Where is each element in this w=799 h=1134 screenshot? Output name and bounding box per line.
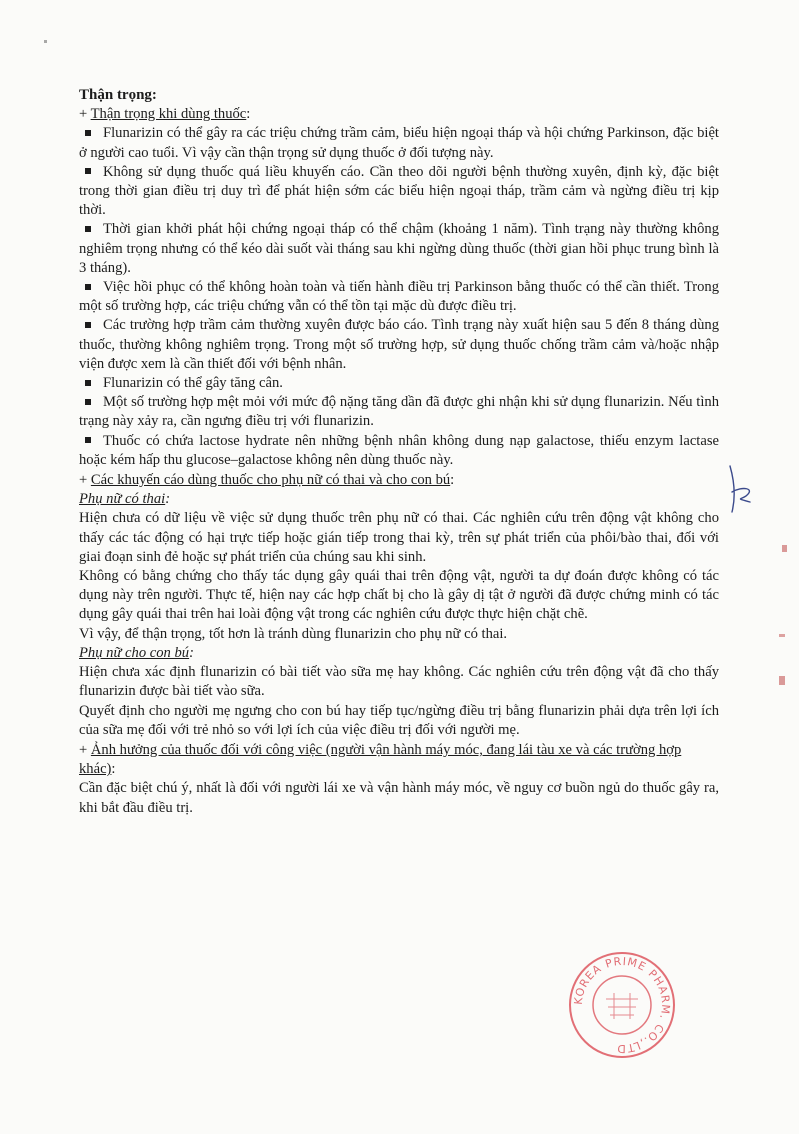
square-bullet-icon (85, 322, 91, 328)
pregnancy-nursing-title (79, 471, 719, 490)
bullet-text: Thuốc có chứa lactose hydrate nên những bệnh nhân không dung nạp galactose, thiếu enzym lactase hoặc kém hấp thu glucose–galactose không nên dùng thuốc này. (79, 432, 719, 468)
paragraph: Hiện chưa có dữ liệu về việc sử dụng thuốc trên phụ nữ có thai. Các nghiên cứu trên động vật không cho thấy các tác động có hại trực tiếp hoặc gián tiếp trong thai kỳ, trên sự phát triển của phôi/bào thai, đối với giai đoạn sinh đẻ hoặc sự phát triển của chúng sau khi sinh. (79, 510, 719, 565)
pregnancy-nursing-section (79, 471, 719, 740)
bullet-item (79, 393, 719, 431)
bullet-item (79, 316, 719, 374)
square-bullet-icon (85, 226, 91, 232)
nursing-title: Phụ nữ cho con bú (79, 644, 190, 661)
scan-mark (782, 545, 787, 552)
paragraph: Không có bằng chứng cho thấy tác dụng gây quái thai trên động vật, người ta dự đoán được không có tác dụng này trên người. Thực tế, hiện nay các hợp chất bị cho là gây dị tật ở người đã được chứng minh có tác dụng gây quái thai trên hai loài động vật trong các nghiên cứu được thực hiện chặt chẽ. (79, 568, 719, 623)
colon: : (165, 491, 171, 508)
square-bullet-icon (85, 284, 91, 290)
colon: : (111, 761, 116, 778)
bullet-text: Không sử dụng thuốc quá liều khuyến cáo. Cần theo dõi người bệnh thường xuyên, định kỳ, đặc biệt trong thời gian điều trị duy trì để phát hiện sớm các biểu hiện ngoại tháp, trầm cảm và ngừng điều trị kịp thời. (79, 163, 719, 219)
stamp-text: KOREA PRIME PHARM. CO.,LTD (571, 954, 673, 1056)
bullet-text: Flunarizin có thể gây ra các triệu chứng trầm cảm, biểu hiện ngoại tháp và hội chứng Parkinson, đặc biệt ở người cao tuổi. Vì vậy cần thận trọng sử dụng thuốc ở đối tượng này. (79, 125, 719, 161)
square-bullet-icon (85, 437, 91, 443)
bullet-text: Thời gian khởi phát hội chứng ngoại tháp có thể chậm (khoảng 1 năm). Tình trạng này thường không nghiêm trọng nhưng có thể kéo dài suốt vài tháng sau khi ngừng dùng thuốc (thời gian hồi phục trung bình là 3 tháng). (79, 221, 719, 276)
handwritten-initial-icon (716, 462, 766, 532)
pregnancy-nursing-label: Các khuyến cáo dùng thuốc cho phụ nữ có thai và cho con bú (90, 472, 451, 489)
paragraph: Cần đặc biệt chú ý, nhất là đối với người lái xe và vận hành máy móc, về nguy cơ buồn ngủ do thuốc gây ra, khi bắt đầu điều trị. (79, 780, 719, 816)
bullet-item (79, 432, 719, 470)
bullet-text: Các trường hợp trầm cảm thường xuyên được báo cáo. Tình trạng này xuất hiện sau 5 đến 8 tháng dùng thuốc, thường không nghiêm trọng. Trong một số trường hợp, sử dụng thuốc chống trầm cảm và/hoặc nhập viện được xem là cần thiết đối với bệnh nhân. (79, 317, 719, 372)
colon: : (450, 472, 455, 489)
bullet-text: Flunarizin có thể gây tăng cân. (103, 375, 283, 392)
precautions-section (79, 105, 719, 470)
paragraph: Quyết định cho người mẹ ngưng cho con bú hay tiếp tục/ngừng điều trị bằng flunarizin phải dựa trên lợi ích của sữa mẹ đối với trẻ nhỏ so với lợi ích của việc điều trị đối với người mẹ. (79, 702, 719, 738)
paragraph: Hiện chưa xác định flunarizin có bài tiết vào sữa mẹ hay không. Các nghiên cứu trên động vật đã cho thấy flunarizin được bài tiết vào sữa. (79, 664, 719, 700)
plus-prefix: + (79, 472, 91, 489)
svg-text:KOREA PRIME PHARM. CO.,LTD (572, 955, 672, 1055)
plus-prefix: + (79, 106, 91, 123)
driving-section (79, 741, 719, 818)
scan-mark (44, 40, 47, 43)
nursing-subheading (79, 644, 719, 663)
square-bullet-icon (85, 380, 91, 386)
square-bullet-icon (85, 399, 91, 405)
pregnant-subheading (79, 490, 719, 509)
section-heading: Thận trọng: (79, 87, 157, 103)
company-stamp-icon (566, 949, 678, 1061)
driving-title (79, 741, 719, 779)
square-bullet-icon (85, 168, 91, 174)
scan-mark (779, 634, 785, 637)
square-bullet-icon (85, 130, 91, 136)
pregnant-title: Phụ nữ có thai (79, 491, 166, 508)
scan-mark (779, 676, 785, 685)
colon: : (189, 644, 194, 661)
precautions-title (79, 105, 719, 124)
bullet-text: Việc hồi phục có thể không hoàn toàn và tiến hành điều trị Parkinson bằng thuốc có thể cần thiết. Trong một số trường hợp, các triệu chứng vẫn có thể tồn tại mặc dù được điều trị. (79, 279, 719, 315)
precautions-label: Thận trọng khi dùng thuốc (90, 106, 247, 123)
bullet-item (79, 124, 719, 162)
bullet-text: Một số trường hợp mệt mỏi với mức độ nặng tăng dần đã được ghi nhận khi sử dụng flunarizin. Nếu tình trạng này xảy ra, cần ngưng điều trị với flunarizin. (79, 394, 719, 430)
driving-label: Ảnh hưởng của thuốc đối với công việc (người vận hành máy móc, đang lái tàu xe và các trường hợp khác) (79, 741, 682, 778)
bullet-item (79, 374, 719, 393)
bullet-item (79, 278, 719, 316)
document-page (79, 86, 719, 818)
bullet-item (79, 163, 719, 221)
colon: : (246, 106, 251, 123)
plus-prefix: + (79, 741, 91, 758)
paragraph: Vì vậy, để thận trọng, tốt hơn là tránh dùng flunarizin cho phụ nữ có thai. (79, 625, 508, 642)
bullet-item (79, 220, 719, 278)
